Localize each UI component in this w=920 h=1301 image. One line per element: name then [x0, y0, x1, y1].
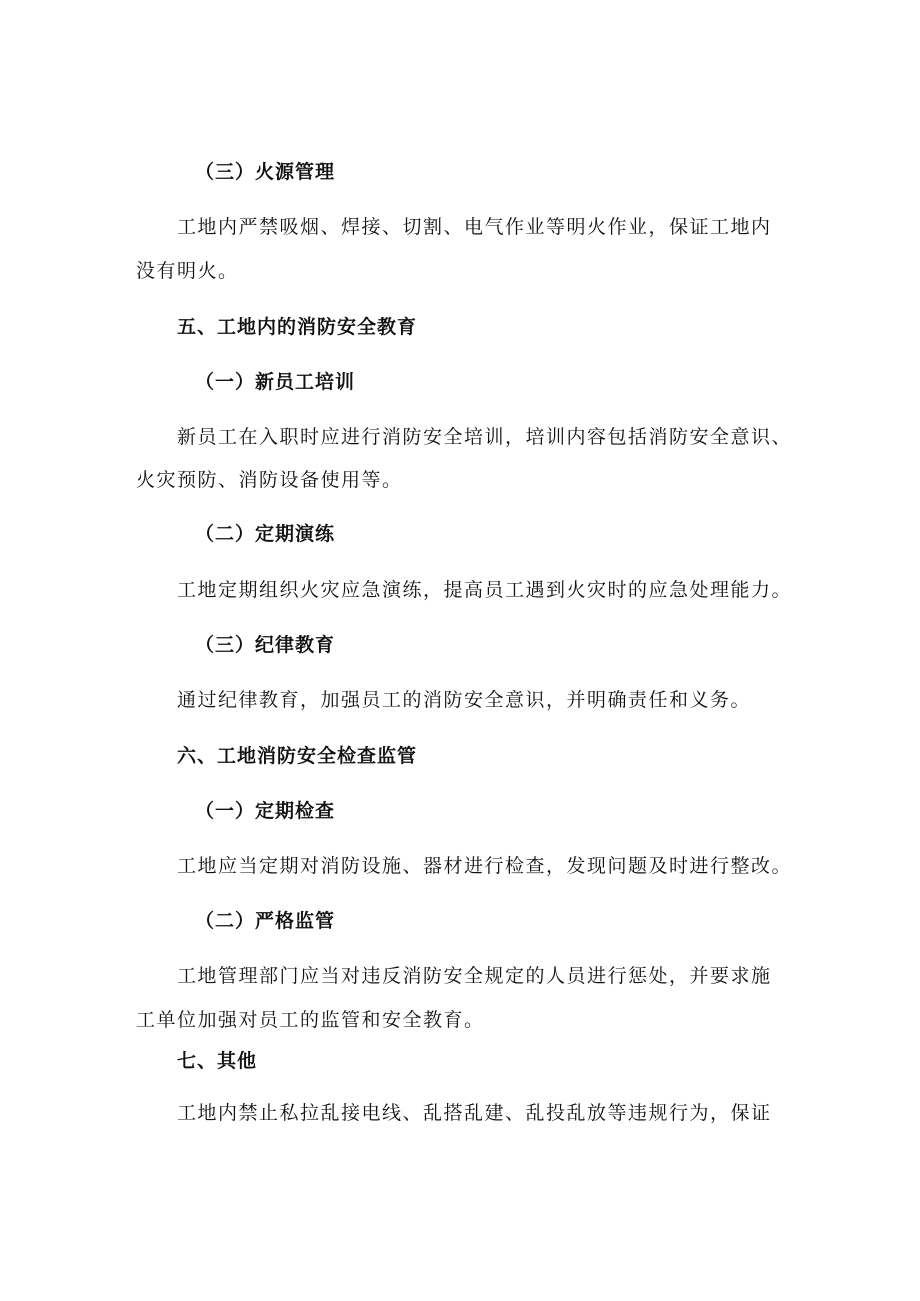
paragraph-line: 新员工在入职时应进行消防安全培训，培训内容包括消防安全意识、 — [177, 426, 793, 448]
paragraph-line: 工地内严禁吸烟、焊接、切割、电气作业等明火作业，保证工地内 — [177, 216, 772, 238]
subsection-heading-regular-inspection: （一）定期检查 — [195, 800, 336, 822]
subsection-heading-strict-supervision: （二）严格监管 — [195, 910, 336, 932]
subsection-heading-new-staff-training: （一）新员工培训 — [195, 371, 356, 393]
paragraph-line: 通过纪律教育，加强员工的消防安全意识，并明确责任和义务。 — [177, 689, 752, 711]
paragraph-line: 没有明火。 — [136, 260, 239, 282]
paragraph-line: 火灾预防、消防设备使用等。 — [136, 469, 403, 491]
subsection-heading-fire-source: （三）火源管理 — [195, 161, 336, 183]
section-heading-fire-education: 五、工地内的消防安全教育 — [177, 316, 418, 338]
paragraph-line: 工单位加强对员工的监管和安全教育。 — [136, 1009, 485, 1031]
paragraph-line: 工地内禁止私拉乱接电线、乱搭乱建、乱投乱放等违规行为，保证 — [177, 1102, 772, 1124]
paragraph-line: 工地管理部门应当对违反消防安全规定的人员进行惩处，并要求施 — [177, 965, 772, 987]
subsection-heading-discipline-education: （三）纪律教育 — [195, 634, 336, 656]
section-heading-inspection-supervision: 六、工地消防安全检查监管 — [177, 745, 418, 767]
paragraph-line: 工地应当定期对消防设施、器材进行检查，发现问题及时进行整改。 — [177, 855, 793, 877]
subsection-heading-regular-drills: （二）定期演练 — [195, 523, 336, 545]
section-heading-other: 七、其他 — [177, 1050, 258, 1072]
paragraph-line: 工地定期组织火灾应急演练，提高员工遇到火灾时的应急处理能力。 — [177, 579, 793, 601]
